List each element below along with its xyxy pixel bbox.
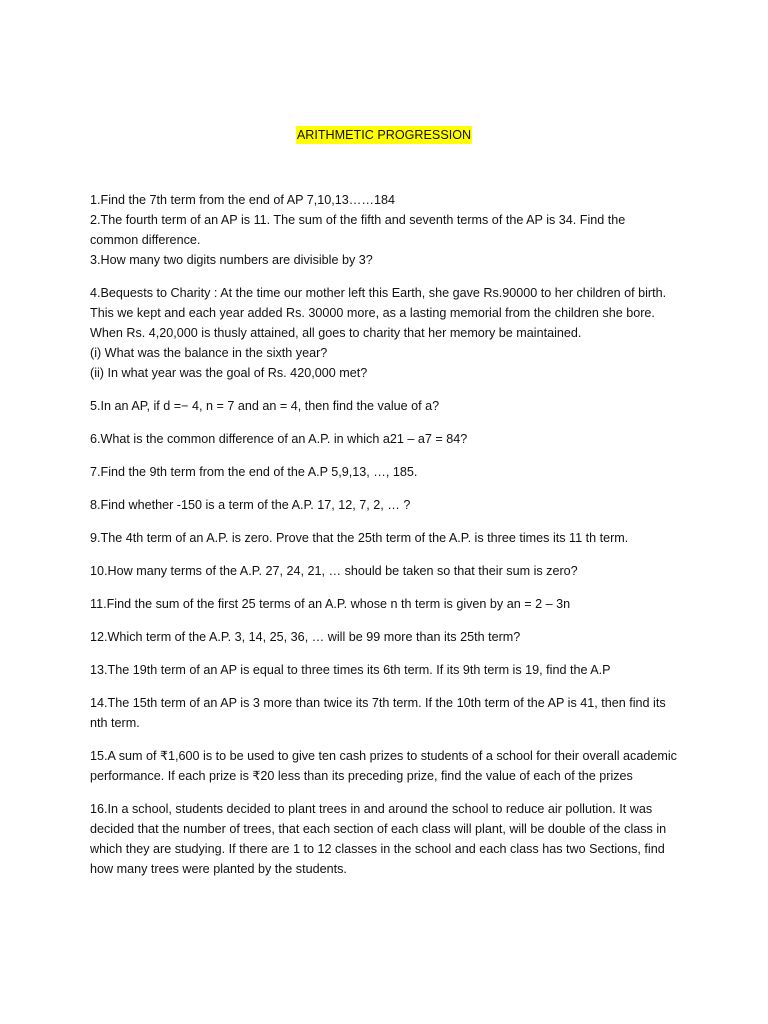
question-4-line-5: (ii) In what year was the goal of Rs. 420,000 met?: [90, 366, 368, 380]
question-14: [90, 693, 686, 733]
question-4-line-3: When Rs. 4,20,000 is thusly attained, all goes to charity that her memory be maintained.: [90, 326, 582, 340]
question-13-line: 13.The 19th term of an AP is equal to three times its 6th term. If its 9th term is 19, find the A.P: [90, 663, 611, 677]
question-13: [90, 660, 686, 680]
question-4-line-2: This we kept and each year added Rs. 30000 more, as a lasting memorial from the children she bore.: [90, 306, 655, 320]
question-14-line-2: nth term.: [90, 716, 140, 730]
question-16-line-3: which they are studying. If there are 1 to 12 classes in the school and each class has two Sections, find: [90, 842, 665, 856]
question-8-line: 8.Find whether -150 is a term of the A.P. 17, 12, 7, 2, … ?: [90, 498, 411, 512]
question-16-line-4: how many trees were planted by the students.: [90, 862, 347, 876]
question-11-line: 11.Find the sum of the first 25 terms of an A.P. whose n th term is given by an = 2 – 3n: [90, 597, 571, 611]
question-7: [90, 462, 686, 482]
page-title: ARITHMETIC PROGRESSION: [296, 128, 472, 142]
question-9-line: 9.The 4th term of an A.P. is zero. Prove that the 25th term of the A.P. is three times its 11 th term.: [90, 531, 629, 545]
question-9: [90, 528, 686, 548]
question-14-line-1: 14.The 15th term of an AP is 3 more than twice its 7th term. If the 10th term of the AP is 41, then find its: [90, 696, 666, 710]
question-7-line: 7.Find the 9th term from the end of the A.P 5,9,13, …, 185.: [90, 465, 418, 479]
question-4-line-4: (i) What was the balance in the sixth year?: [90, 346, 328, 360]
question-16-line-2: decided that the number of trees, that each section of each class will plant, will be double of the class in: [90, 822, 667, 836]
question-1-line: 1.Find the 7th term from the end of AP 7,10,13……184: [90, 193, 395, 207]
question-11: [90, 594, 686, 614]
question-3: [90, 250, 686, 270]
question-10-line: 10.How many terms of the A.P. 27, 24, 21, … should be taken so that their sum is zero?: [90, 564, 578, 578]
question-5-line: 5.In an AP, if d =− 4, n = 7 and an = 4, then find the value of a?: [90, 399, 440, 413]
question-4-line-1: 4.Bequests to Charity : At the time our mother left this Earth, she gave Rs.90000 to her children of birth.: [90, 286, 667, 300]
question-15-line-2: performance. If each prize is ₹20 less than its preceding prize, find the value of each of the prizes: [90, 769, 633, 783]
question-6: [90, 429, 686, 449]
question-16-line-1: 16.In a school, students decided to plant trees in and around the school to reduce air pollution. It was: [90, 802, 653, 816]
question-2-line-2: common difference.: [90, 233, 201, 247]
question-15: [90, 746, 686, 786]
title-container: [0, 125, 768, 145]
question-16: [90, 799, 686, 879]
question-8: [90, 495, 686, 515]
question-4: [90, 283, 686, 383]
question-2: [90, 210, 686, 250]
question-1: [90, 190, 686, 210]
question-12: [90, 627, 686, 647]
question-10: [90, 561, 686, 581]
question-list: [90, 190, 686, 879]
question-5: [90, 396, 686, 416]
question-15-line-1: 15.A sum of ₹1,600 is to be used to give ten cash prizes to students of a school for their overall academic: [90, 749, 677, 763]
question-12-line: 12.Which term of the A.P. 3, 14, 25, 36, … will be 99 more than its 25th term?: [90, 630, 521, 644]
question-6-line: 6.What is the common difference of an A.P. in which a21 – a7 = 84?: [90, 432, 468, 446]
question-2-line-1: 2.The fourth term of an AP is 11. The sum of the fifth and seventh terms of the AP is 34. Find the: [90, 213, 626, 227]
question-3-line: 3.How many two digits numbers are divisible by 3?: [90, 253, 373, 267]
